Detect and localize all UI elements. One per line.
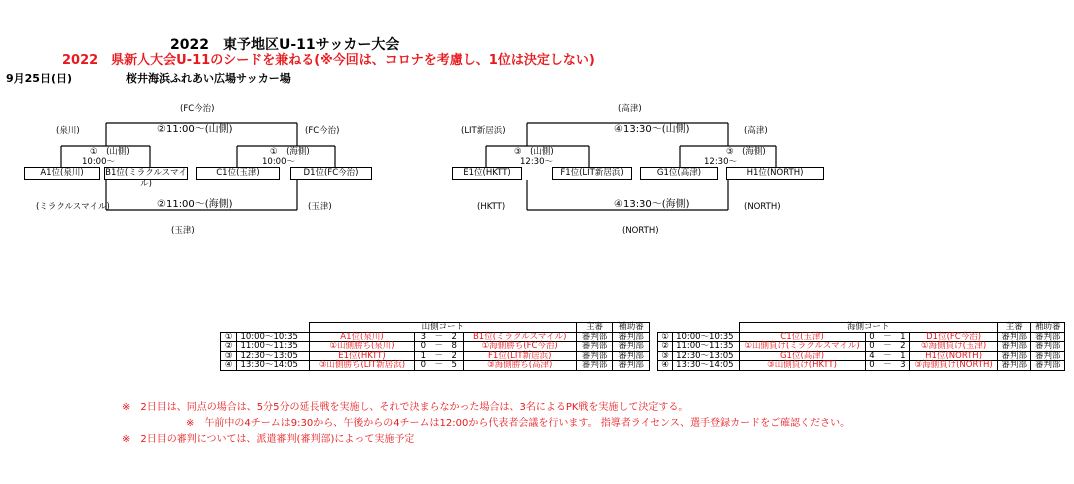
away-team: H1位(NORTH) <box>910 351 998 361</box>
match-time: 12:30～13:05 <box>237 351 310 361</box>
referee: 審判部 <box>576 332 613 342</box>
right-final-top-label: ④13:30～(山側) <box>614 124 690 135</box>
team-box-c1: C1位(玉津) <box>196 167 280 180</box>
team-box-b1: B1位(ミラクルスマイル) <box>105 168 187 189</box>
referee: 審判部 <box>576 361 613 371</box>
team-box-e1: E1位(HKTT) <box>452 167 522 180</box>
left-semi-left-time: 10:00～ <box>82 157 115 167</box>
left-top-right-label: (FC今治) <box>305 126 340 136</box>
assistant-referee: 審判部 <box>1031 342 1065 352</box>
team-box-d1: D1位(FC今治) <box>290 167 372 180</box>
match-no: ④ <box>221 361 237 371</box>
ref-header: 主審 <box>997 323 1030 333</box>
score: 1 － 2 <box>414 351 463 361</box>
home-team: ③山側勝ち(LIT新居浜) <box>310 361 415 371</box>
aref-header: 補助審 <box>613 323 650 333</box>
score: 0 － 5 <box>414 361 463 371</box>
right-semi-right-time: 12:30～ <box>704 157 737 167</box>
table-row <box>658 342 1065 352</box>
table-row <box>221 342 650 352</box>
away-team: F1位(LIT新居浜) <box>463 351 576 361</box>
home-team: ③山側負け(HKTT) <box>739 361 865 371</box>
page-title: 2022 東予地区U-11サッカー大会 <box>170 37 400 53</box>
match-time: 13:30～14:05 <box>237 361 310 371</box>
ref-header: 主審 <box>576 323 613 333</box>
match-no: ③ <box>221 351 237 361</box>
assistant-referee: 審判部 <box>1031 332 1065 342</box>
court-header: 海側コート <box>739 323 997 333</box>
match-no: ② <box>221 342 237 352</box>
left-top-left-label: (泉川) <box>56 126 80 136</box>
team-box-a1: A1位(泉川) <box>24 167 100 180</box>
team-box-h1: H1位(NORTH) <box>726 167 824 180</box>
away-team: B1位(ミラクルスマイル) <box>463 332 576 342</box>
note-referees: ※ 2日目の審判については、派遣審判(審判部)によって実施予定 <box>122 434 415 445</box>
match-no: ② <box>658 342 673 352</box>
right-top-right-label: (高津) <box>744 126 768 136</box>
left-final-top-label: ②11:00～(山側) <box>157 124 233 135</box>
match-time: 11:00～11:35 <box>673 342 739 352</box>
note-extra-time: ※ 2日目は、同点の場合は、5分5分の延長戦を実施し、それで決まらなかった場合は、3名によるPK戦を実施して決定する。 <box>122 402 689 413</box>
left-loser-label: (玉津) <box>171 226 195 236</box>
court-header: 山側コート <box>310 323 577 333</box>
right-bottom-left-label: (HKTT) <box>477 202 506 212</box>
referee: 審判部 <box>997 332 1030 342</box>
event-venue: 桜井海浜ふれあい広場サッカー場 <box>126 72 291 85</box>
aref-header: 補助審 <box>1031 323 1065 333</box>
right-semi-right-label: ③ (海側) <box>726 147 766 157</box>
score: 0 － 3 <box>865 361 910 371</box>
home-team: E1位(HKTT) <box>310 351 415 361</box>
right-top-left-label: (LIT新居浜) <box>461 126 506 136</box>
team-box-f1: F1位(LIT新居浜) <box>552 167 632 180</box>
away-team: ①海側負け(玉津) <box>910 342 998 352</box>
match-time: 13:30～14:05 <box>673 361 739 371</box>
table-row <box>221 361 650 371</box>
right-bottom-right-label: (NORTH) <box>744 202 781 212</box>
assistant-referee: 審判部 <box>613 342 650 352</box>
home-team: ①山側勝ち(泉川) <box>310 342 415 352</box>
note-meeting: ※ 午前中の4チームは9:30から、午後からの4チームは12:00から代表者会議を行います。 指導者ライセンス、選手登録カードをご確認ください。 <box>186 418 851 429</box>
schedule-table-umi <box>657 322 1065 371</box>
score: 3 － 2 <box>414 332 463 342</box>
right-semi-left-label: ③ (山側) <box>514 147 554 157</box>
assistant-referee: 審判部 <box>613 361 650 371</box>
assistant-referee: 審判部 <box>1031 351 1065 361</box>
left-winner-label: (FC今治) <box>180 104 215 114</box>
page-subtitle: 2022 県新人大会U-11のシードを兼ねる(※今回は、コロナを考慮し、1位は決定しない) <box>62 53 595 68</box>
match-no: ① <box>658 332 673 342</box>
schedule-table-yama <box>220 322 650 371</box>
team-box-g1: G1位(高津) <box>640 167 718 180</box>
away-team: ①海側勝ち(FC今治) <box>463 342 576 352</box>
referee: 審判部 <box>576 351 613 361</box>
home-team: A1位(泉川) <box>310 332 415 342</box>
match-no: ④ <box>658 361 673 371</box>
event-date: 9月25日(日) <box>6 72 73 85</box>
right-final-bottom-label: ④13:30～(海側) <box>614 199 690 210</box>
away-team: D1位(FC今治) <box>910 332 998 342</box>
match-time: 11:00～11:35 <box>237 342 310 352</box>
referee: 審判部 <box>997 361 1030 371</box>
match-no: ① <box>221 332 237 342</box>
assistant-referee: 審判部 <box>613 351 650 361</box>
left-semi-right-label: ① (海側) <box>270 147 310 157</box>
assistant-referee: 審判部 <box>613 332 650 342</box>
away-team: ③海側負け(NORTH) <box>910 361 998 371</box>
match-time: 10:00～10:35 <box>673 332 739 342</box>
home-team: C1位(玉津) <box>739 332 865 342</box>
match-time: 10:00～10:35 <box>237 332 310 342</box>
referee: 審判部 <box>576 342 613 352</box>
assistant-referee: 審判部 <box>1031 361 1065 371</box>
table-row <box>658 361 1065 371</box>
home-team: G1位(高津) <box>739 351 865 361</box>
left-semi-right-time: 10:00～ <box>262 157 295 167</box>
away-team: ③海側勝ち(高津) <box>463 361 576 371</box>
match-time: 12:30～13:05 <box>673 351 739 361</box>
score: 0 － 2 <box>865 342 910 352</box>
score: 0 － 8 <box>414 342 463 352</box>
referee: 審判部 <box>997 351 1030 361</box>
match-no: ③ <box>658 351 673 361</box>
score: 4 － 1 <box>865 351 910 361</box>
left-bottom-left-label: (ミラクルスマイル) <box>36 202 110 212</box>
home-team: ①山側負け(ミラクルスマイル) <box>739 342 865 352</box>
left-bottom-right-label: (玉津) <box>308 202 332 212</box>
right-semi-left-time: 12:30～ <box>520 157 553 167</box>
left-semi-left-label: ① (山側) <box>90 147 130 157</box>
referee: 審判部 <box>997 342 1030 352</box>
right-loser-label: (NORTH) <box>622 226 659 236</box>
right-winner-label: (高津) <box>618 104 642 114</box>
score: 0 － 1 <box>865 332 910 342</box>
left-final-bottom-label: ②11:00～(海側) <box>157 199 233 210</box>
